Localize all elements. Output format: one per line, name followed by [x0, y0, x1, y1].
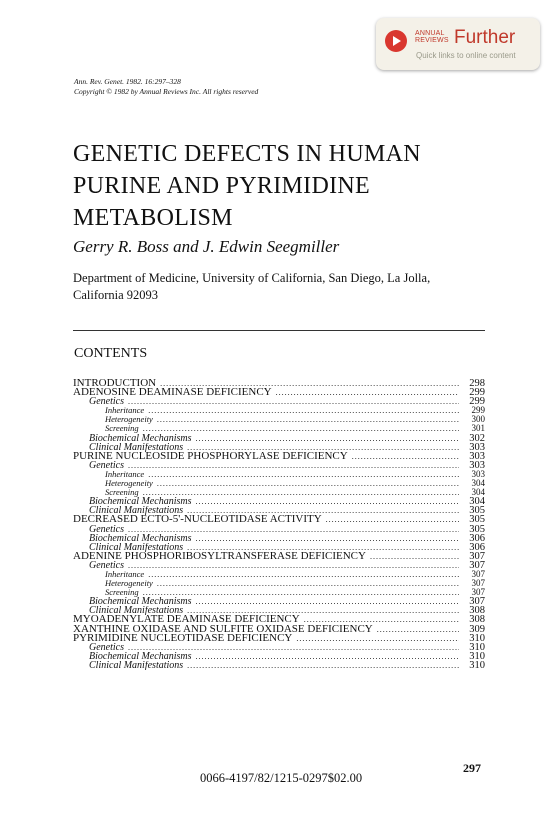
- toc-leader-dots: [187, 543, 459, 552]
- toc-entry-label: DECREASED ECTO-5'-NUCLEOTIDASE ACTIVITY: [73, 515, 322, 525]
- toc-entry: [73, 515, 485, 524]
- toc-entry-page: 307: [469, 551, 485, 561]
- toc-entry-page: 308: [469, 615, 485, 625]
- toc-entry-label: Screening: [105, 588, 139, 598]
- toc-leader-dots: [187, 443, 459, 452]
- toc-entry-page: 305: [469, 515, 485, 525]
- toc-entry: [73, 561, 485, 570]
- toc-entry: [73, 634, 485, 643]
- toc-leader-dots: [143, 588, 459, 597]
- toc-entry-page: 309: [469, 624, 485, 634]
- toc-entry-label: Clinical Manifestations: [89, 442, 184, 452]
- toc-leader-dots: [195, 652, 459, 661]
- toc-entry-label: PURINE NUCLEOSIDE PHOSPHORYLASE DEFICIENCY: [73, 451, 348, 461]
- article-title: [73, 138, 493, 234]
- journal-citation: Ann. Rev. Genet. 1982. 16:297–328: [74, 77, 181, 86]
- toc-leader-dots: [128, 461, 459, 470]
- toc-entry-page: 310: [469, 660, 485, 670]
- toc-entry: [73, 525, 485, 534]
- toc-entry: [73, 497, 485, 506]
- toc-leader-dots: [187, 661, 459, 670]
- toc-leader-dots: [195, 534, 459, 543]
- toc-entry-page: 307: [471, 569, 485, 579]
- toc-entry-page: 304: [471, 479, 485, 489]
- toc-entry-label: Inheritance: [105, 406, 145, 416]
- toc-entry-page: 307: [469, 597, 485, 607]
- toc-entry-label: Genetics: [89, 642, 124, 652]
- toc-entry-label: Inheritance: [105, 569, 145, 579]
- toc-entry: [73, 597, 485, 606]
- toc-entry-page: 303: [471, 469, 485, 479]
- toc-entry-label: Genetics: [89, 460, 124, 470]
- toc-entry: [73, 397, 485, 406]
- toc-leader-dots: [128, 525, 459, 534]
- toc-entry-label: XANTHINE OXIDASE AND SULFITE OXIDASE DEFICIENCY: [73, 624, 373, 634]
- toc-leader-dots: [326, 515, 459, 524]
- toc-entry-page: 304: [471, 488, 485, 498]
- toc-entry-label: PYRIMIDINE NUCLEOTIDASE DEFICIENCY: [73, 633, 293, 643]
- toc-entry: [73, 461, 485, 470]
- affiliation: [73, 270, 483, 304]
- toc-leader-dots: [157, 415, 459, 424]
- toc-entry-label: Screening: [105, 424, 139, 434]
- footer-code: 0066-4197/82/1215-0297$02.00: [200, 771, 363, 785]
- toc-entry-page: 303: [469, 460, 485, 470]
- toc-leader-dots: [377, 625, 459, 634]
- toc-entry-label: Genetics: [89, 524, 124, 534]
- toc-entry-label: Heterogeneity: [105, 415, 153, 425]
- toc-entry-label: Biochemical Mechanisms: [89, 597, 192, 607]
- toc-leader-dots: [128, 561, 459, 570]
- toc-entry-label: Heterogeneity: [105, 579, 153, 589]
- toc-entry-label: Inheritance: [105, 469, 145, 479]
- divider: [73, 330, 485, 331]
- toc-entry-page: 298: [469, 379, 485, 389]
- toc-entry: [73, 543, 485, 552]
- toc-entry-label: Biochemical Mechanisms: [89, 433, 192, 443]
- toc-entry: [73, 443, 485, 452]
- toc-entry: [73, 606, 485, 615]
- toc-entry-label: Clinical Manifestations: [89, 542, 184, 552]
- toc-entry: [73, 534, 485, 543]
- toc-entry: [73, 415, 485, 424]
- toc-leader-dots: [276, 388, 459, 397]
- toc-entry: [73, 506, 485, 515]
- toc-entry: [73, 552, 485, 561]
- copyright-line: Copyright © 1982 by Annual Reviews Inc. All rights reserved: [74, 87, 259, 96]
- toc-entry-label: MYOADENYLATE DEAMINASE DEFICIENCY: [73, 615, 300, 625]
- toc-entry: [73, 615, 485, 624]
- toc-entry-page: 306: [469, 542, 485, 552]
- banner-small-line2: REVIEWS: [415, 37, 449, 44]
- toc-entry-page: 307: [471, 588, 485, 598]
- toc-leader-dots: [148, 470, 459, 479]
- toc-leader-dots: [187, 606, 459, 615]
- toc-entry: [73, 379, 485, 388]
- toc-entry-label: Genetics: [89, 560, 124, 570]
- toc-leader-dots: [160, 379, 459, 388]
- title-line: PURINE AND PYRIMIDINE: [73, 173, 370, 199]
- toc-entry: [73, 388, 485, 397]
- toc-leader-dots: [195, 434, 459, 443]
- toc-leader-dots: [195, 597, 459, 606]
- toc-entry: [73, 452, 485, 461]
- toc-entry-page: 308: [469, 606, 485, 616]
- title-line: METABOLISM: [73, 205, 233, 231]
- toc-entry-page: 310: [469, 651, 485, 661]
- toc-leader-dots: [195, 497, 459, 506]
- toc-entry-page: 310: [469, 642, 485, 652]
- toc-leader-dots: [148, 406, 459, 415]
- toc-entry-page: 305: [469, 506, 485, 516]
- toc-entry-label: ADENINE PHOSPHORIBOSYLTRANSFERASE DEFICIENCY: [73, 551, 366, 561]
- banner-small-line1: ANNUAL: [415, 30, 445, 37]
- journal-reference: [74, 77, 258, 97]
- toc-entry-label: ADENOSINE DEAMINASE DEFICIENCY: [73, 388, 272, 398]
- toc-entry-label: Clinical Manifestations: [89, 660, 184, 670]
- toc-entry: [73, 470, 485, 479]
- toc-entry-page: 299: [471, 406, 485, 416]
- toc-leader-dots: [352, 452, 459, 461]
- table-of-contents: [73, 379, 485, 670]
- toc-entry: [73, 570, 485, 579]
- toc-entry-label: Biochemical Mechanisms: [89, 497, 192, 507]
- toc-entry-label: Biochemical Mechanisms: [89, 533, 192, 543]
- toc-entry-page: 303: [469, 451, 485, 461]
- affiliation-line: Department of Medicine, University of California, San Diego, La Jolla,: [73, 271, 431, 285]
- toc-entry-label: Genetics: [89, 397, 124, 407]
- contents-heading: CONTENTS: [74, 346, 148, 361]
- toc-entry-page: 304: [469, 497, 485, 507]
- toc-entry: [73, 661, 485, 670]
- toc-leader-dots: [157, 579, 459, 588]
- toc-entry-page: 301: [471, 424, 485, 434]
- further-label: Further: [454, 27, 516, 48]
- toc-entry: [73, 406, 485, 415]
- toc-entry-label: Clinical Manifestations: [89, 606, 184, 616]
- toc-leader-dots: [148, 570, 459, 579]
- toc-entry: [73, 424, 485, 433]
- affiliation-line: California 92093: [73, 288, 159, 302]
- toc-leader-dots: [370, 552, 459, 561]
- toc-entry-page: 302: [469, 433, 485, 443]
- toc-leader-dots: [143, 488, 459, 497]
- toc-entry: [73, 479, 485, 488]
- annual-reviews-logo-text: [415, 30, 449, 44]
- toc-entry-page: 303: [469, 442, 485, 452]
- toc-leader-dots: [304, 615, 459, 624]
- toc-entry: [73, 434, 485, 443]
- toc-entry-label: INTRODUCTION: [73, 379, 157, 389]
- toc-entry-page: 307: [471, 579, 485, 589]
- page-number: 297: [463, 761, 481, 775]
- toc-leader-dots: [128, 643, 459, 652]
- toc-entry: [73, 625, 485, 634]
- toc-leader-dots: [157, 479, 459, 488]
- quick-links-label: Quick links to online content: [416, 51, 516, 60]
- toc-entry: [73, 588, 485, 597]
- toc-entry-page: 299: [469, 397, 485, 407]
- authors: Gerry R. Boss and J. Edwin Seegmiller: [73, 237, 340, 256]
- toc-leader-dots: [187, 506, 459, 515]
- toc-entry-page: 299: [469, 388, 485, 398]
- toc-entry: [73, 643, 485, 652]
- toc-entry-label: Biochemical Mechanisms: [89, 651, 192, 661]
- toc-entry-page: 310: [469, 633, 485, 643]
- toc-entry-label: Clinical Manifestations: [89, 506, 184, 516]
- title-line: GENETIC DEFECTS IN HUMAN: [73, 141, 421, 167]
- toc-leader-dots: [296, 634, 459, 643]
- toc-leader-dots: [128, 397, 459, 406]
- toc-entry-page: 305: [469, 524, 485, 534]
- toc-entry-page: 300: [471, 415, 485, 425]
- toc-entry: [73, 488, 485, 497]
- toc-entry-page: 306: [469, 533, 485, 543]
- toc-entry-page: 307: [469, 560, 485, 570]
- toc-leader-dots: [143, 424, 459, 433]
- toc-entry-label: Heterogeneity: [105, 479, 153, 489]
- toc-entry: [73, 652, 485, 661]
- toc-entry-label: Screening: [105, 488, 139, 498]
- play-icon: [385, 30, 407, 52]
- toc-entry: [73, 579, 485, 588]
- annual-reviews-further-banner[interactable]: [376, 18, 540, 70]
